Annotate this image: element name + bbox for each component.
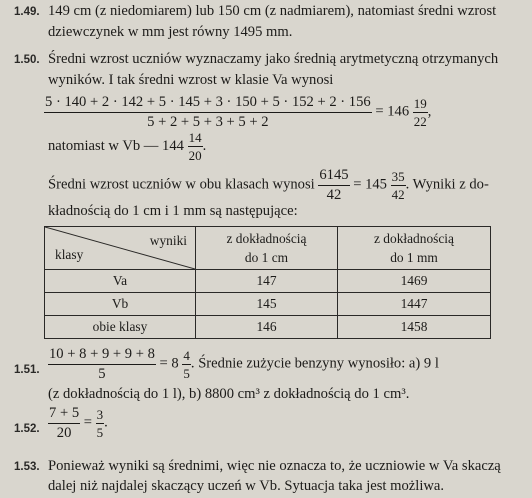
header-mm-line-1: z dokładnością bbox=[374, 231, 454, 246]
p150-line-1: Średni wzrost uczniów wyznaczamy jako średnią arytmetyczną otrzymanych bbox=[48, 51, 499, 67]
problem-number-149: 1.49. bbox=[14, 6, 40, 18]
p151-result-fraction bbox=[182, 349, 191, 380]
p151-line-2: (z dokładnością do 1 l), b) 8800 cm³ z dokładnością do 1 cm³. bbox=[48, 386, 410, 402]
row-label: obie klasy bbox=[45, 316, 196, 339]
table-header-corner bbox=[45, 227, 196, 270]
results-table bbox=[44, 226, 491, 339]
problem-number-153: 1.53. bbox=[14, 461, 40, 473]
problem-number-151: 1.51. bbox=[14, 364, 40, 376]
both-equals: = 145 bbox=[353, 176, 387, 193]
table-row bbox=[45, 270, 491, 293]
va-mean-equation bbox=[44, 95, 431, 129]
p152-result-denominator: 5 bbox=[96, 424, 104, 440]
p149-line-1: 149 cm (z niedomiarem) lub 150 cm (z nadmiarem), natomiast średni wzrost bbox=[48, 3, 497, 19]
both-result-denominator: 42 bbox=[391, 186, 405, 202]
row-label: Vb bbox=[45, 293, 196, 316]
p151-result-denominator: 5 bbox=[183, 365, 190, 381]
va-mean-comma: , bbox=[427, 103, 432, 120]
p152-period: . bbox=[104, 414, 108, 431]
p149-line-2: dziewczynek w mm jest równy 1495 mm. bbox=[48, 24, 293, 40]
vb-denominator: 20 bbox=[188, 148, 202, 163]
p151-equation-line bbox=[48, 347, 439, 381]
p152-denominator: 20 bbox=[56, 424, 72, 441]
p151-numerator: 10 + 8 + 9 + 9 + 8 bbox=[48, 347, 156, 365]
p151-denominator: 5 bbox=[98, 365, 106, 382]
both-result-numerator: 35 bbox=[391, 168, 405, 184]
row-label: Va bbox=[45, 270, 196, 293]
row-mm-value: 1458 bbox=[338, 316, 491, 339]
p151-fraction bbox=[48, 347, 156, 381]
problem-number-150: 1.50. bbox=[14, 54, 40, 66]
accuracy-intro-line: kładnością do 1 cm i 1 mm są następujące: bbox=[48, 203, 298, 219]
header-cm bbox=[196, 227, 338, 270]
vb-numerator: 14 bbox=[188, 130, 202, 145]
row-cm-value: 146 bbox=[196, 316, 338, 339]
va-mean-fraction bbox=[44, 95, 372, 129]
p152-equals: = bbox=[83, 414, 93, 431]
p151-result-numerator: 4 bbox=[183, 347, 190, 363]
vb-mean-period: . bbox=[202, 137, 207, 154]
both-result-fraction bbox=[391, 170, 406, 201]
header-cm-line-1: z dokładnością bbox=[226, 231, 307, 246]
row-mm-value: 1447 bbox=[338, 293, 491, 316]
both-fraction bbox=[318, 168, 349, 202]
both-denominator: 42 bbox=[326, 186, 342, 203]
header-mm bbox=[338, 227, 491, 270]
vb-mean-text: natomiast w Vb — 144 bbox=[48, 137, 184, 154]
table-row bbox=[45, 316, 491, 339]
vb-mean-fraction bbox=[188, 131, 203, 162]
va-result-numerator: 19 bbox=[413, 95, 427, 111]
table-row bbox=[45, 293, 491, 316]
p150-line-2: wyników. I tak średni wzrost w klasie Va wynosi bbox=[48, 72, 334, 88]
header-mm-line-2: do 1 mm bbox=[390, 250, 438, 265]
p152-fraction bbox=[48, 406, 80, 440]
header-cm-line-2: do 1 cm bbox=[244, 250, 289, 265]
p153-line-2: dalej niż najdalej skaczący uczeń w Vb. Sytuacja taka jest możliwa. bbox=[48, 478, 445, 494]
p152-result-fraction bbox=[96, 408, 105, 439]
va-mean-equals: = 146 bbox=[375, 103, 410, 120]
header-wyniki: wyniki bbox=[149, 233, 187, 248]
p152-result-numerator: 3 bbox=[96, 406, 104, 422]
both-tail-text: . Wyniki z do- bbox=[405, 176, 489, 193]
problem-number-152: 1.52. bbox=[14, 423, 40, 435]
va-mean-denominator: 5 + 2 + 5 + 3 + 5 + 2 bbox=[147, 113, 269, 130]
vb-mean-line bbox=[48, 131, 206, 162]
both-classes-text: Średni wzrost uczniów w obu klasach wynosi bbox=[48, 176, 315, 193]
p152-equation-line bbox=[48, 406, 108, 440]
row-cm-value: 145 bbox=[196, 293, 338, 316]
va-mean-numerator: 5 · 140 + 2 · 142 + 5 · 145 + 3 · 150 + 5 · 152 + 2 · 156 bbox=[44, 95, 372, 113]
p152-numerator: 7 + 5 bbox=[48, 406, 80, 424]
header-klasy: klasy bbox=[55, 247, 84, 262]
va-result-denominator: 22 bbox=[413, 113, 427, 129]
both-numerator: 6145 bbox=[318, 168, 349, 186]
row-mm-value: 1469 bbox=[338, 270, 491, 293]
va-mean-result-fraction bbox=[413, 97, 428, 128]
p151-tail-text: . Średnie zużycie benzyny wynosiło: a) 9 l bbox=[190, 355, 439, 372]
both-classes-line bbox=[48, 168, 489, 202]
p151-equals: = 8 bbox=[159, 355, 179, 372]
row-cm-value: 147 bbox=[196, 270, 338, 293]
p153-line-1: Ponieważ wyniki są średnimi, więc nie oznacza to, że uczniowie w Va skaczą bbox=[48, 458, 501, 474]
